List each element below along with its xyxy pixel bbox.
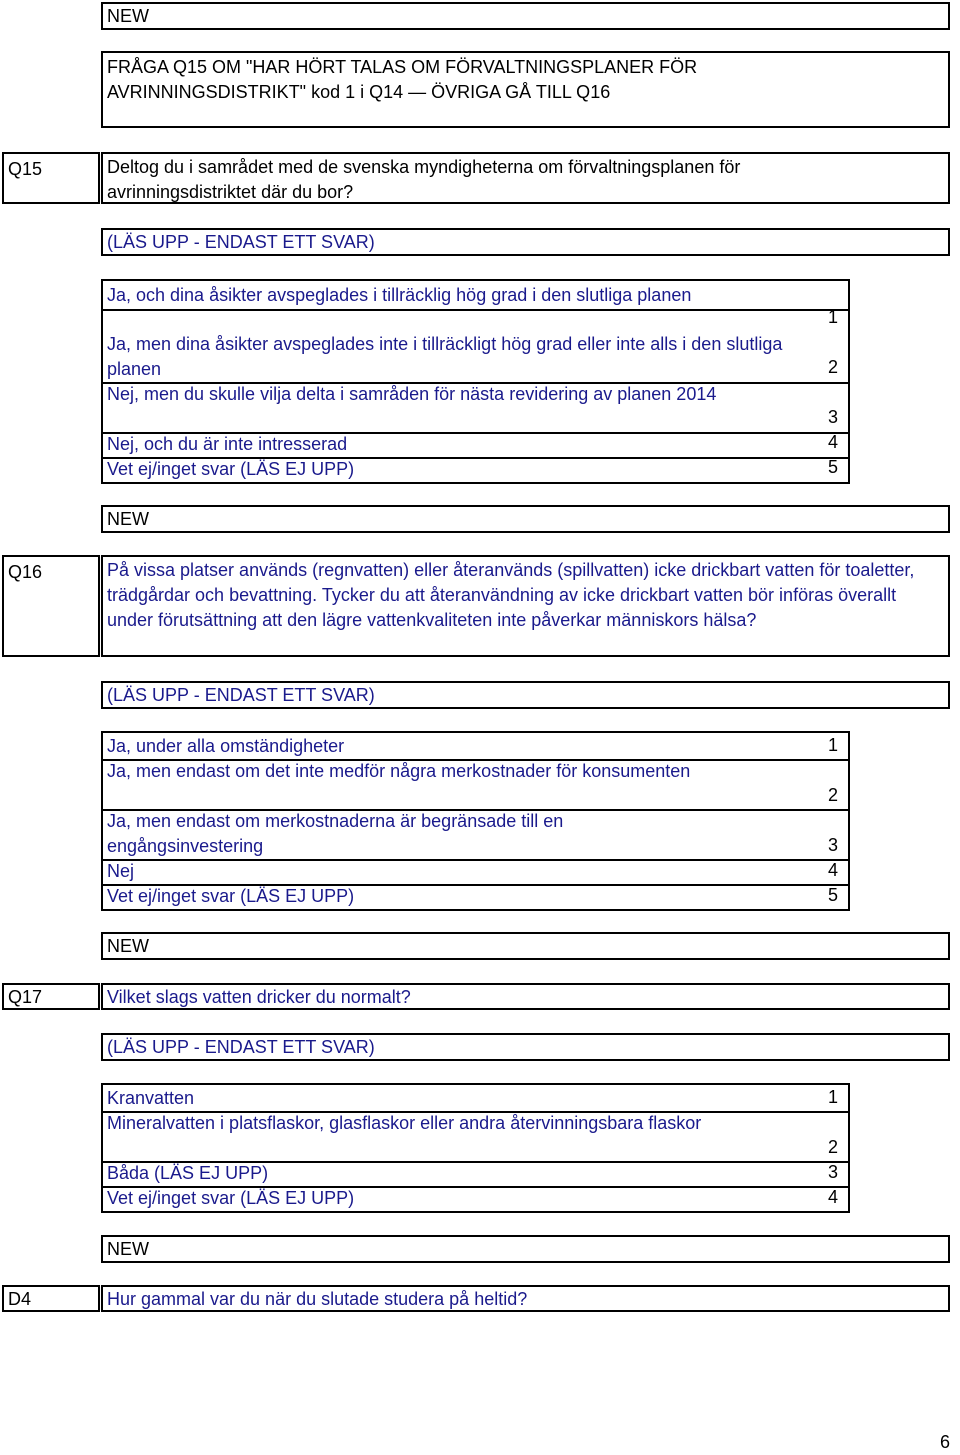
q16-code-3: 3 <box>827 835 838 855</box>
q17-question: Vilket slags vatten dricker du normalt? <box>107 987 411 1007</box>
new-marker-box <box>101 1235 950 1263</box>
q17-option-3: Båda (LÄS EJ UPP) <box>107 1163 269 1183</box>
q16-option-5: Vet ej/inget svar (LÄS EJ UPP) <box>107 886 355 906</box>
q17-question-box <box>101 983 950 1010</box>
q16-option-2: Ja, men endast om det inte medför några merkostnader för konsumenten <box>107 761 691 781</box>
new-marker: NEW <box>107 6 149 26</box>
q15-code-1: 1 <box>827 307 838 327</box>
q15-option-4: Nej, och du är inte intresserad <box>107 434 348 454</box>
q17-code-2: 2 <box>827 1137 838 1157</box>
new-marker-box <box>101 2 950 30</box>
q15-question-box <box>101 152 950 204</box>
q16-option-1: Ja, under alla omständigheter <box>107 736 345 756</box>
q16-question: På vissa platser används (regnvatten) eller återanvänds (spillvatten) icke drickbart vatten för toaletter, trädgårdar och bevattning. Tycker du att återanvändning av icke drickbart vatten bör införas överallt under förutsättning att den lägre vattenkvaliteten inte påverkar människors hälsa? <box>107 560 915 630</box>
d4-question: Hur gammal var du när du slutade studera på heltid? <box>107 1289 528 1309</box>
q17-id: Q17 <box>8 987 43 1007</box>
q15-instruction: (LÄS UPP - ENDAST ETT SVAR) <box>107 232 375 252</box>
q16-code-1: 1 <box>827 735 838 755</box>
q16-option-3: Ja, men endast om merkostnaderna är begränsade till en engångsinvestering <box>107 811 564 856</box>
q16-instruction-box <box>101 681 950 709</box>
new-marker-box <box>101 932 950 960</box>
q16-options-box <box>101 731 850 911</box>
q16-option-4: Nej <box>107 861 135 881</box>
page-number: 6 <box>940 1432 951 1452</box>
q17-option-1: Kranvatten <box>107 1088 195 1108</box>
d4-id-box <box>2 1285 100 1312</box>
q17-code-3: 3 <box>827 1162 838 1182</box>
d4-question-box <box>101 1285 950 1312</box>
q16-code-2: 2 <box>827 785 838 805</box>
q15-question: Deltog du i samrådet med de svenska myndigheterna om förvaltningsplanen för avrinningsdistriktet där du bor? <box>107 157 741 202</box>
new-marker-box <box>101 505 950 533</box>
q15-code-4: 4 <box>827 432 838 452</box>
q16-id: Q16 <box>8 562 43 582</box>
q15-instruction-box <box>101 228 950 256</box>
q15-id-box <box>2 152 100 204</box>
q17-instruction-box <box>101 1033 950 1061</box>
q15-id: Q15 <box>8 159 43 179</box>
q15-code-2: 2 <box>827 357 838 377</box>
routing-instruction: FRÅGA Q15 OM "HAR HÖRT TALAS OM FÖRVALTNINGSPLANER FÖR AVRINNINGSDISTRIKT" kod 1 i Q14 — ÖVRIGA GÅ TILL Q16 <box>107 57 698 102</box>
q17-code-4: 4 <box>827 1187 838 1207</box>
q15-option-2: Ja, men dina åsikter avspeglades inte i tillräckligt hög grad eller inte alls i den slutliga planen <box>107 334 783 379</box>
q17-code-1: 1 <box>827 1087 838 1107</box>
q15-code-5: 5 <box>827 457 838 477</box>
q17-instruction: (LÄS UPP - ENDAST ETT SVAR) <box>107 1037 375 1057</box>
q16-code-5: 5 <box>827 885 838 905</box>
q15-options-box <box>101 279 850 484</box>
q17-option-4: Vet ej/inget svar (LÄS EJ UPP) <box>107 1188 355 1208</box>
q15-option-5: Vet ej/inget svar (LÄS EJ UPP) <box>107 459 355 479</box>
q16-code-4: 4 <box>827 860 838 880</box>
q16-instruction: (LÄS UPP - ENDAST ETT SVAR) <box>107 685 375 705</box>
d4-id: D4 <box>8 1289 32 1309</box>
q17-options-box <box>101 1083 850 1213</box>
new-marker: NEW <box>107 1239 149 1259</box>
q17-option-2: Mineralvatten i platsflaskor, glasflaskor eller andra återvinningsbara flaskor <box>107 1113 702 1133</box>
new-marker: NEW <box>107 936 149 956</box>
q15-option-1: Ja, och dina åsikter avspeglades i tillräcklig hög grad i den slutliga planen <box>107 285 692 305</box>
routing-box <box>101 51 950 128</box>
q16-id-box <box>2 555 100 657</box>
q15-option-3: Nej, men du skulle vilja delta i samråden för nästa revidering av planen 2014 <box>107 384 717 404</box>
q16-question-box <box>101 555 950 657</box>
q15-code-3: 3 <box>827 407 838 427</box>
q17-id-box <box>2 983 100 1010</box>
new-marker: NEW <box>107 509 149 529</box>
